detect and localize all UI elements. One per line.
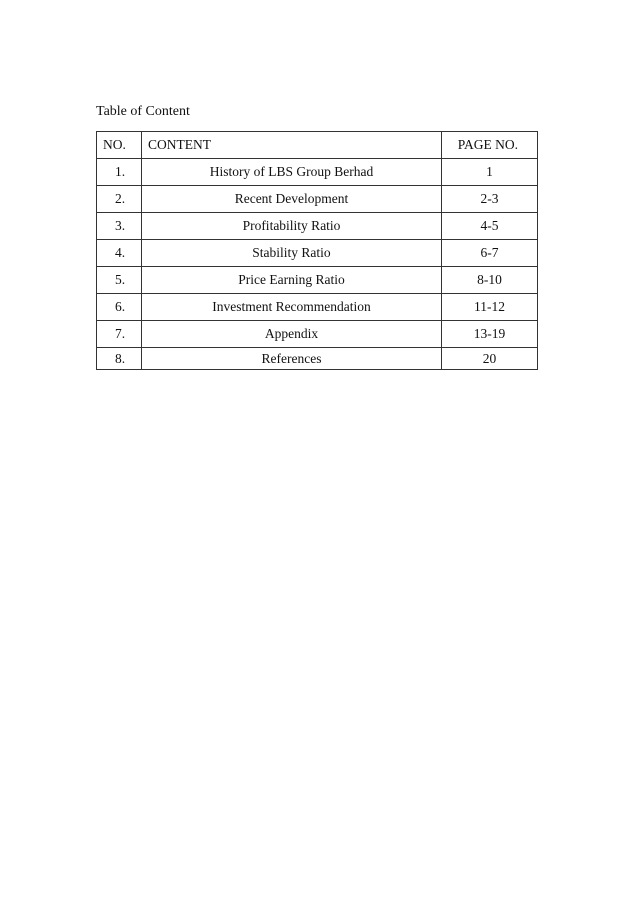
row-content: History of LBS Group Berhad — [142, 159, 442, 186]
table-row — [97, 186, 538, 213]
row-page: 13-19 — [442, 321, 538, 348]
row-page: 20 — [442, 348, 538, 370]
row-page: 6-7 — [442, 240, 538, 267]
row-number: 2. — [97, 186, 142, 213]
column-header-no: NO. — [97, 132, 142, 159]
row-number: 1. — [97, 159, 142, 186]
row-content: Price Earning Ratio — [142, 267, 442, 294]
row-number: 6. — [97, 294, 142, 321]
row-content: Investment Recommendation — [142, 294, 442, 321]
row-content: References — [142, 348, 442, 370]
row-page: 8-10 — [442, 267, 538, 294]
column-header-page: PAGE NO. — [442, 132, 538, 159]
row-number: 5. — [97, 267, 142, 294]
table-header-row — [97, 132, 538, 159]
row-content: Appendix — [142, 321, 442, 348]
row-page: 2-3 — [442, 186, 538, 213]
row-content: Profitability Ratio — [142, 213, 442, 240]
row-page: 1 — [442, 159, 538, 186]
table-row — [97, 240, 538, 267]
table-row — [97, 321, 538, 348]
table-row — [97, 267, 538, 294]
page-title: Table of Content — [96, 104, 190, 119]
row-content: Stability Ratio — [142, 240, 442, 267]
table-of-contents — [96, 131, 538, 370]
row-page: 11-12 — [442, 294, 538, 321]
table-row — [97, 159, 538, 186]
row-page: 4-5 — [442, 213, 538, 240]
column-header-content: CONTENT — [142, 132, 442, 159]
row-number: 7. — [97, 321, 142, 348]
row-content: Recent Development — [142, 186, 442, 213]
table-row — [97, 213, 538, 240]
row-number: 8. — [97, 348, 142, 370]
row-number: 4. — [97, 240, 142, 267]
table-row — [97, 348, 538, 370]
table-row — [97, 294, 538, 321]
row-number: 3. — [97, 213, 142, 240]
